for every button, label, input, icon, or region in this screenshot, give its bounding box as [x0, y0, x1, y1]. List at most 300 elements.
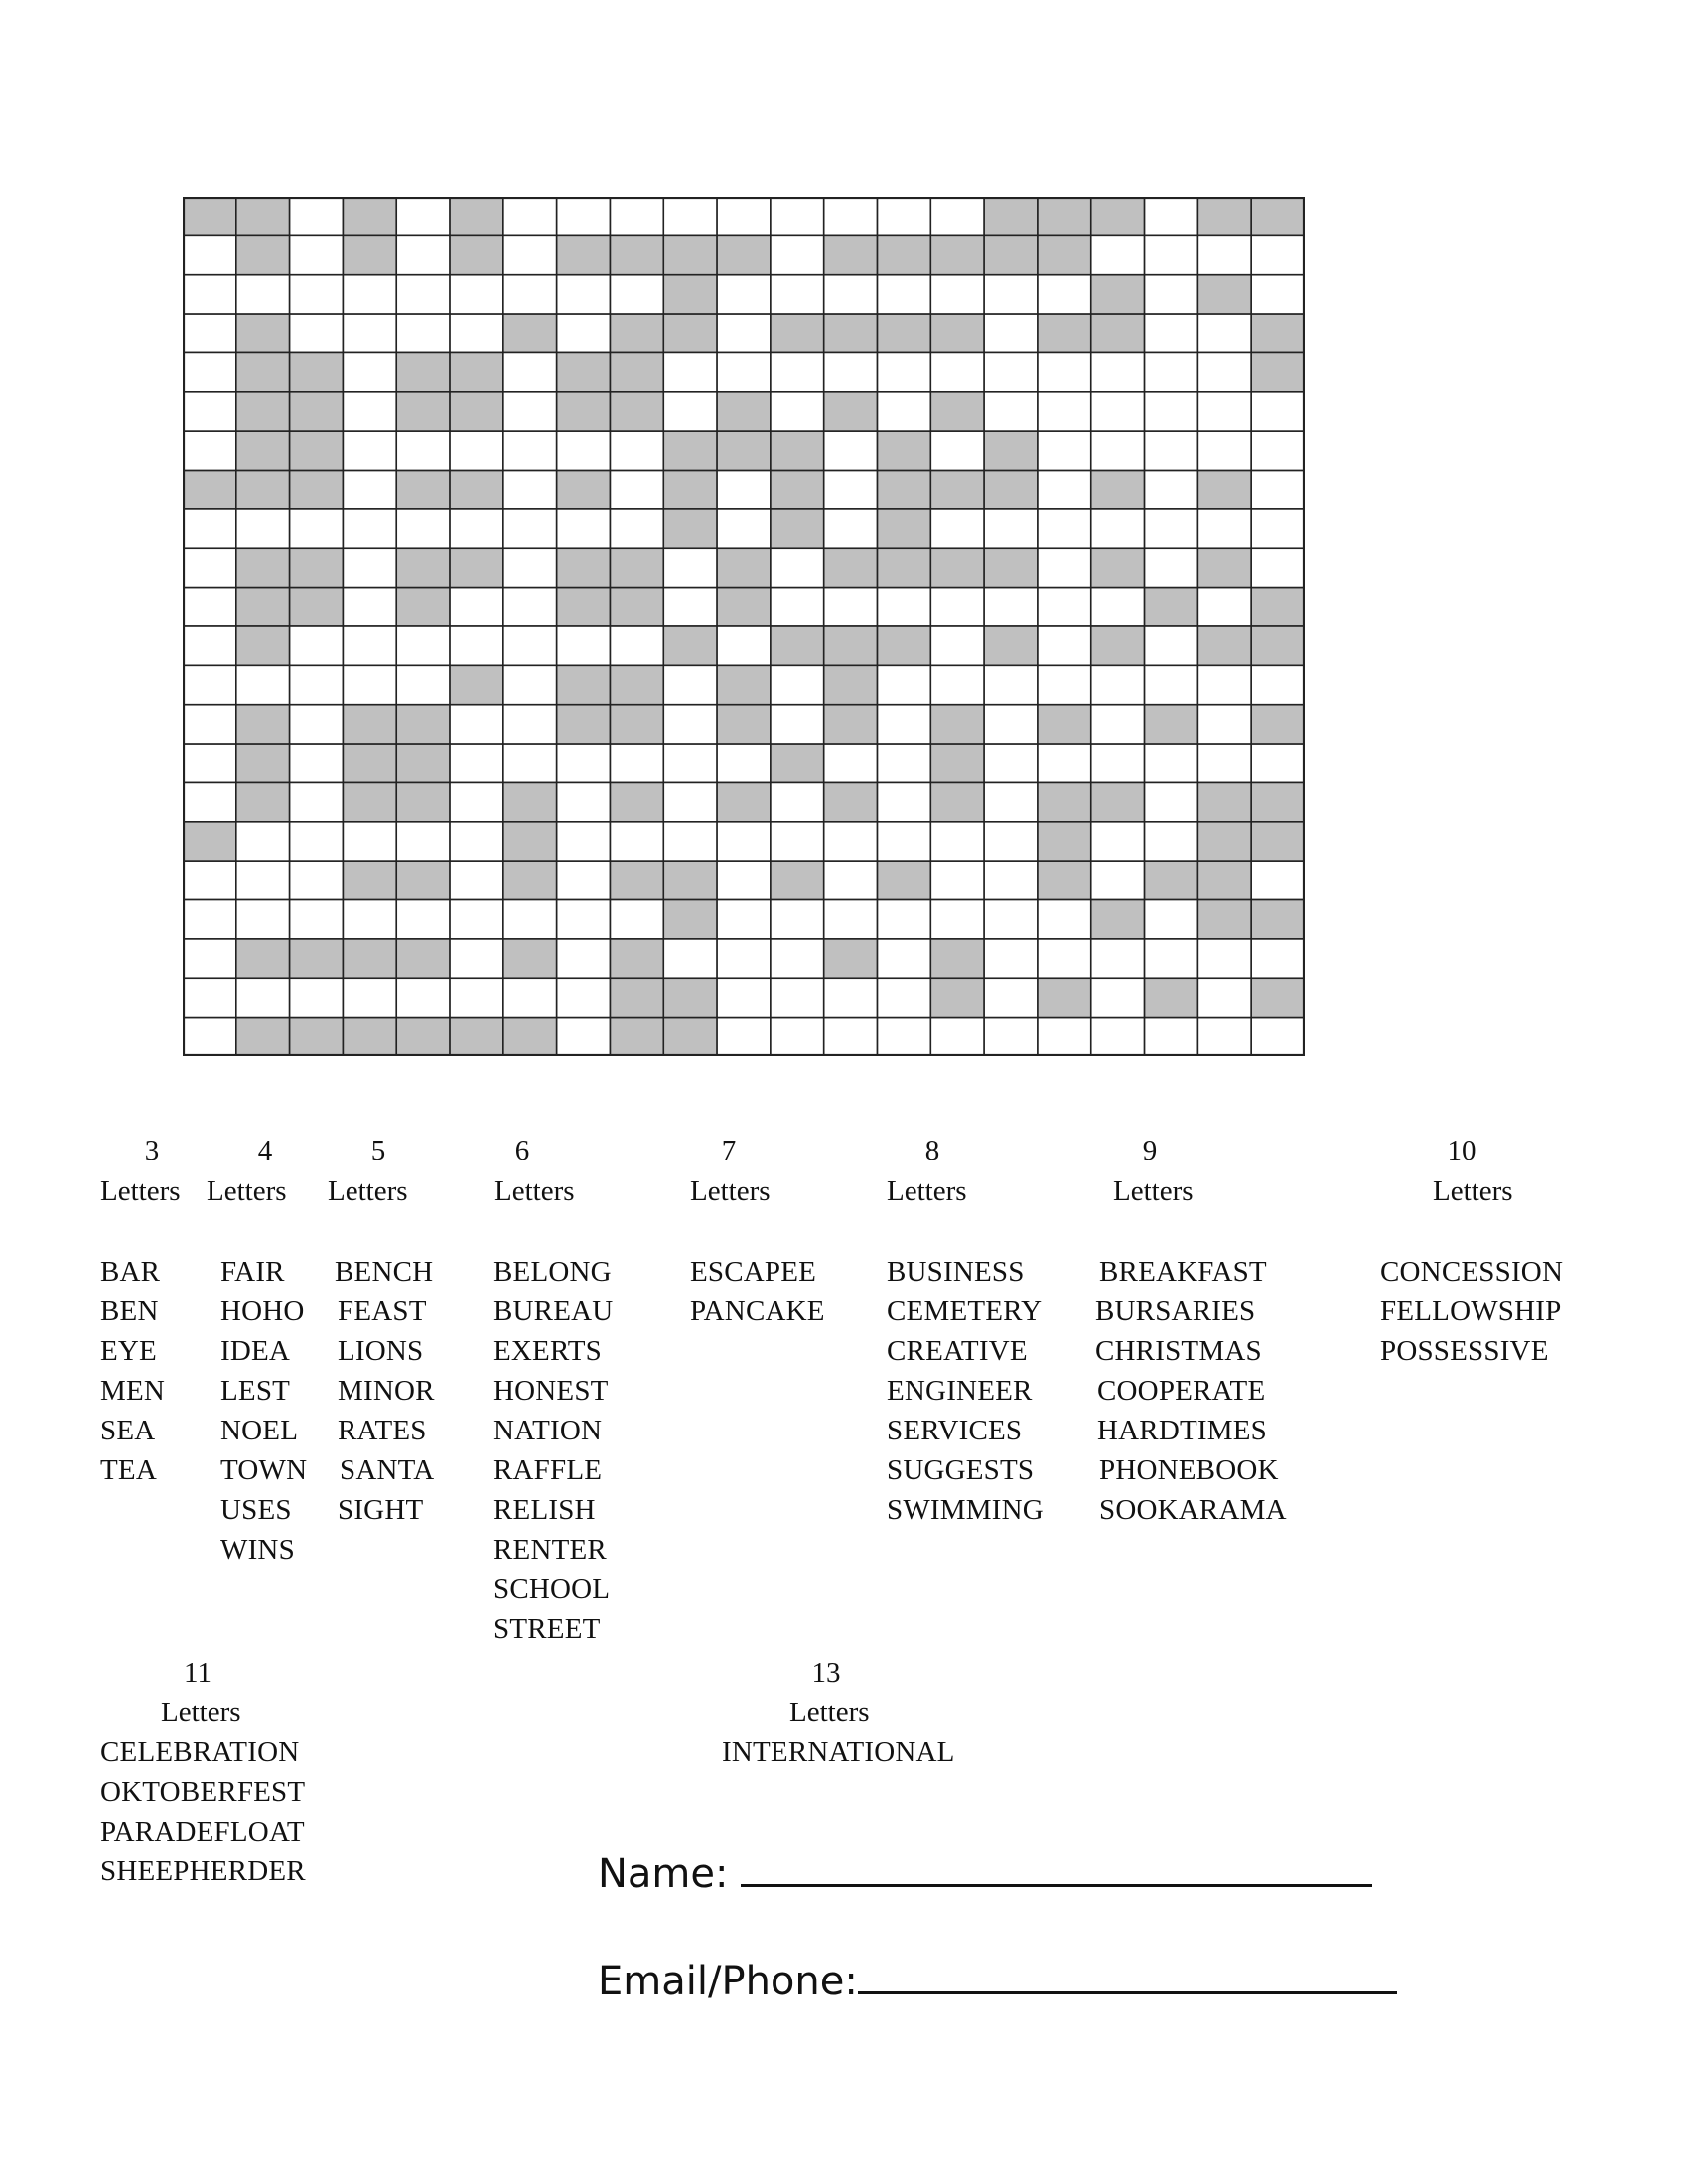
grid-cell-open[interactable] [930, 1018, 984, 1056]
grid-cell-open[interactable] [1145, 1018, 1198, 1056]
grid-cell-open[interactable] [450, 626, 503, 665]
grid-cell-open[interactable] [557, 900, 611, 939]
grid-cell-open[interactable] [183, 275, 236, 314]
grid-cell-open[interactable] [503, 900, 557, 939]
grid-cell-open[interactable] [1145, 822, 1198, 861]
grid-cell-open[interactable] [878, 1018, 931, 1056]
grid-cell-open[interactable] [183, 548, 236, 587]
grid-cell-open[interactable] [771, 939, 824, 978]
grid-cell-open[interactable] [1251, 392, 1305, 431]
grid-cell-shaded [824, 939, 878, 978]
grid-cell-open[interactable] [663, 352, 717, 391]
grid-cell-open[interactable] [290, 978, 344, 1017]
grid-cell-open[interactable] [1038, 548, 1091, 587]
grid-cell-open[interactable] [236, 822, 290, 861]
grid-cell-shaded [236, 235, 290, 274]
grid-cell-open[interactable] [878, 352, 931, 391]
grid-cell-open[interactable] [610, 197, 663, 235]
grid-cell-open[interactable] [183, 431, 236, 470]
grid-cell-open[interactable] [663, 197, 717, 235]
grid-cell-open[interactable] [1197, 978, 1251, 1017]
grid-cell-open[interactable] [343, 588, 396, 626]
grid-cell-open[interactable] [663, 392, 717, 431]
grid-cell-open[interactable] [771, 392, 824, 431]
grid-cell-open[interactable] [1038, 665, 1091, 704]
grid-cell-open[interactable] [1251, 471, 1305, 509]
grid-cell-open[interactable] [183, 939, 236, 978]
grid-cell-open[interactable] [1145, 744, 1198, 782]
grid-cell-open[interactable] [878, 197, 931, 235]
grid-cell-open[interactable] [450, 705, 503, 744]
grid-cell-open[interactable] [503, 705, 557, 744]
grid-cell-open[interactable] [1145, 352, 1198, 391]
grid-cell-open[interactable] [610, 822, 663, 861]
grid-cell-open[interactable] [771, 822, 824, 861]
grid-cell-open[interactable] [1091, 705, 1145, 744]
grid-cell-open[interactable] [824, 1018, 878, 1056]
grid-cell-open[interactable] [557, 744, 611, 782]
grid-cell-open[interactable] [878, 588, 931, 626]
grid-cell-shaded [343, 939, 396, 978]
grid-cell-open[interactable] [1251, 548, 1305, 587]
grid-cell-open[interactable] [930, 665, 984, 704]
grid-cell-shaded [1197, 197, 1251, 235]
grid-cell-open[interactable] [984, 352, 1038, 391]
grid-cell-open[interactable] [1197, 588, 1251, 626]
grid-cell-open[interactable] [183, 861, 236, 899]
grid-cell-open[interactable] [1197, 431, 1251, 470]
grid-cell-open[interactable] [984, 314, 1038, 352]
grid-cell-open[interactable] [1091, 235, 1145, 274]
grid-cell-open[interactable] [1251, 275, 1305, 314]
grid-cell-open[interactable] [663, 548, 717, 587]
grid-cell-open[interactable] [503, 235, 557, 274]
grid-cell-open[interactable] [771, 705, 824, 744]
grid-cell-open[interactable] [557, 626, 611, 665]
grid-cell-open[interactable] [1197, 939, 1251, 978]
grid-cell-open[interactable] [236, 509, 290, 548]
grid-cell-open[interactable] [1091, 431, 1145, 470]
grid-cell-open[interactable] [824, 900, 878, 939]
grid-cell-open[interactable] [183, 665, 236, 704]
grid-cell-open[interactable] [1145, 392, 1198, 431]
grid-cell-open[interactable] [450, 314, 503, 352]
grid-cell-open[interactable] [343, 431, 396, 470]
grid-cell-open[interactable] [930, 900, 984, 939]
grid-cell-open[interactable] [450, 509, 503, 548]
grid-cell-open[interactable] [557, 314, 611, 352]
grid-cell-open[interactable] [984, 509, 1038, 548]
grid-cell-shaded [610, 939, 663, 978]
grid-cell-open[interactable] [183, 314, 236, 352]
grid-cell-open[interactable] [930, 509, 984, 548]
grid-cell-open[interactable] [557, 822, 611, 861]
grid-cell-open[interactable] [878, 900, 931, 939]
grid-cell-open[interactable] [503, 431, 557, 470]
grid-cell-open[interactable] [1091, 978, 1145, 1017]
grid-cell-open[interactable] [503, 275, 557, 314]
grid-cell-open[interactable] [984, 275, 1038, 314]
grid-cell-open[interactable] [1038, 744, 1091, 782]
grid-cell-open[interactable] [771, 275, 824, 314]
grid-cell-open[interactable] [1145, 509, 1198, 548]
grid-cell-open[interactable] [984, 939, 1038, 978]
grid-cell-open[interactable] [717, 314, 771, 352]
grid-cell-open[interactable] [1145, 197, 1198, 235]
grid-cell-open[interactable] [290, 509, 344, 548]
grid-cell-open[interactable] [1038, 939, 1091, 978]
grid-cell-open[interactable] [610, 900, 663, 939]
grid-cell-open[interactable] [1251, 1018, 1305, 1056]
grid-cell-open[interactable] [878, 275, 931, 314]
grid-cell-open[interactable] [343, 314, 396, 352]
grid-cell-open[interactable] [343, 471, 396, 509]
grid-cell-open[interactable] [503, 392, 557, 431]
grid-cell-open[interactable] [503, 548, 557, 587]
grid-cell-open[interactable] [1145, 939, 1198, 978]
grid-cell-open[interactable] [1091, 744, 1145, 782]
grid-cell-open[interactable] [717, 978, 771, 1017]
grid-cell-open[interactable] [824, 509, 878, 548]
grid-cell-open[interactable] [930, 861, 984, 899]
grid-cell-open[interactable] [1197, 665, 1251, 704]
grid-cell-open[interactable] [183, 900, 236, 939]
grid-cell-open[interactable] [1145, 900, 1198, 939]
grid-cell-open[interactable] [824, 197, 878, 235]
grid-cell-open[interactable] [824, 588, 878, 626]
grid-cell-open[interactable] [930, 275, 984, 314]
grid-cell-open[interactable] [290, 861, 344, 899]
grid-cell-open[interactable] [503, 978, 557, 1017]
grid-cell-open[interactable] [450, 744, 503, 782]
grid-cell-open[interactable] [984, 705, 1038, 744]
grid-cell-open[interactable] [610, 431, 663, 470]
grid-cell-open[interactable] [717, 275, 771, 314]
grid-cell-open[interactable] [503, 352, 557, 391]
grid-cell-open[interactable] [236, 665, 290, 704]
grid-cell-open[interactable] [183, 744, 236, 782]
grid-cell-open[interactable] [1145, 314, 1198, 352]
grid-cell-open[interactable] [183, 978, 236, 1017]
grid-cell-open[interactable] [290, 822, 344, 861]
grid-cell-open[interactable] [1197, 509, 1251, 548]
grid-cell-open[interactable] [183, 588, 236, 626]
grid-cell-open[interactable] [824, 275, 878, 314]
grid-cell-open[interactable] [1251, 744, 1305, 782]
grid-cell-open[interactable] [771, 900, 824, 939]
grid-cell-open[interactable] [717, 352, 771, 391]
grid-cell-open[interactable] [984, 978, 1038, 1017]
grid-cell-open[interactable] [771, 548, 824, 587]
grid-cell-open[interactable] [610, 626, 663, 665]
grid-cell-open[interactable] [290, 665, 344, 704]
grid-cell-open[interactable] [663, 588, 717, 626]
grid-cell-shaded [1038, 705, 1091, 744]
grid-cell-open[interactable] [1038, 509, 1091, 548]
grid-cell-open[interactable] [717, 509, 771, 548]
grid-cell-open[interactable] [290, 900, 344, 939]
name-field[interactable] [598, 1848, 1372, 1897]
grid-cell-open[interactable] [1091, 1018, 1145, 1056]
grid-cell-open[interactable] [183, 392, 236, 431]
grid-cell-open[interactable] [343, 509, 396, 548]
grid-cell-open[interactable] [557, 197, 611, 235]
grid-cell-open[interactable] [663, 822, 717, 861]
grid-cell-open[interactable] [1145, 665, 1198, 704]
grid-cell-open[interactable] [396, 822, 450, 861]
grid-cell-open[interactable] [1197, 392, 1251, 431]
grid-cell-open[interactable] [717, 744, 771, 782]
grid-cell-open[interactable] [1091, 822, 1145, 861]
email-phone-field[interactable] [598, 1956, 1397, 2004]
grid-cell-open[interactable] [610, 275, 663, 314]
grid-cell-shaded [557, 392, 611, 431]
grid-cell-open[interactable] [1091, 509, 1145, 548]
grid-cell-open[interactable] [396, 431, 450, 470]
grid-cell-open[interactable] [771, 1018, 824, 1056]
grid-cell-open[interactable] [1251, 939, 1305, 978]
grid-cell-open[interactable] [557, 431, 611, 470]
grid-cell-open[interactable] [290, 744, 344, 782]
grid-cell-open[interactable] [396, 900, 450, 939]
grid-cell-open[interactable] [717, 471, 771, 509]
grid-cell-open[interactable] [396, 275, 450, 314]
grid-cell-open[interactable] [771, 352, 824, 391]
grid-cell-shaded [396, 471, 450, 509]
grid-cell-open[interactable] [396, 509, 450, 548]
grid-cell-open[interactable] [343, 392, 396, 431]
grid-cell-open[interactable] [1038, 392, 1091, 431]
grid-cell-open[interactable] [503, 197, 557, 235]
grid-cell-open[interactable] [1145, 626, 1198, 665]
grid-cell-open[interactable] [1091, 665, 1145, 704]
grid-cell-open[interactable] [610, 744, 663, 782]
grid-cell-open[interactable] [663, 665, 717, 704]
grid-cell-open[interactable] [878, 705, 931, 744]
grid-cell-open[interactable] [450, 782, 503, 821]
grid-cell-open[interactable] [824, 978, 878, 1017]
grid-cell-open[interactable] [1197, 352, 1251, 391]
grid-cell-open[interactable] [717, 939, 771, 978]
grid-cell-open[interactable] [878, 392, 931, 431]
grid-cell-open[interactable] [503, 509, 557, 548]
grid-cell-open[interactable] [717, 861, 771, 899]
grid-cell-open[interactable] [557, 861, 611, 899]
grid-cell-open[interactable] [557, 509, 611, 548]
grid-cell-open[interactable] [450, 978, 503, 1017]
grid-cell-open[interactable] [878, 744, 931, 782]
grid-cell-open[interactable] [1091, 939, 1145, 978]
grid-cell-open[interactable] [290, 197, 344, 235]
email-phone-blank-line[interactable] [858, 1956, 1397, 1994]
grid-cell-open[interactable] [396, 665, 450, 704]
grid-cell-open[interactable] [450, 822, 503, 861]
grid-cell-open[interactable] [1145, 235, 1198, 274]
grid-cell-open[interactable] [557, 782, 611, 821]
grid-cell-open[interactable] [183, 705, 236, 744]
grid-cell-open[interactable] [343, 352, 396, 391]
grid-cell-open[interactable] [236, 900, 290, 939]
grid-cell-open[interactable] [771, 197, 824, 235]
grid-cell-open[interactable] [183, 235, 236, 274]
grid-cell-open[interactable] [771, 665, 824, 704]
grid-cell-open[interactable] [771, 235, 824, 274]
grid-cell-open[interactable] [236, 978, 290, 1017]
grid-cell-open[interactable] [717, 1018, 771, 1056]
grid-cell-open[interactable] [290, 705, 344, 744]
grid-cell-open[interactable] [1251, 235, 1305, 274]
grid-cell-open[interactable] [824, 861, 878, 899]
grid-cell-open[interactable] [1251, 861, 1305, 899]
grid-cell-open[interactable] [984, 665, 1038, 704]
grid-cell-open[interactable] [557, 939, 611, 978]
grid-cell-open[interactable] [984, 900, 1038, 939]
grid-cell-open[interactable] [824, 471, 878, 509]
grid-cell-open[interactable] [1091, 392, 1145, 431]
grid-cell-open[interactable] [1145, 548, 1198, 587]
grid-cell-open[interactable] [610, 471, 663, 509]
grid-cell-open[interactable] [1091, 352, 1145, 391]
grid-cell-open[interactable] [396, 978, 450, 1017]
grid-cell-open[interactable] [1251, 431, 1305, 470]
grid-cell-open[interactable] [343, 822, 396, 861]
grid-cell-open[interactable] [450, 431, 503, 470]
grid-cell-open[interactable] [771, 588, 824, 626]
grid-cell-open[interactable] [396, 197, 450, 235]
grid-cell-open[interactable] [450, 939, 503, 978]
grid-cell-open[interactable] [236, 861, 290, 899]
grid-cell-shaded [610, 314, 663, 352]
grid-cell-open[interactable] [1197, 314, 1251, 352]
grid-cell-open[interactable] [824, 822, 878, 861]
grid-cell-open[interactable] [503, 626, 557, 665]
grid-cell-open[interactable] [557, 978, 611, 1017]
grid-cell-open[interactable] [1197, 744, 1251, 782]
grid-cell-open[interactable] [1197, 235, 1251, 274]
grid-cell-open[interactable] [984, 782, 1038, 821]
grid-cell-open[interactable] [1091, 588, 1145, 626]
grid-cell-open[interactable] [930, 822, 984, 861]
grid-cell-open[interactable] [984, 861, 1038, 899]
grid-cell-open[interactable] [343, 548, 396, 587]
grid-cell-open[interactable] [663, 939, 717, 978]
grid-cell-open[interactable] [183, 1018, 236, 1056]
grid-cell-open[interactable] [1251, 665, 1305, 704]
grid-cell-shaded [1145, 588, 1198, 626]
grid-cell-open[interactable] [771, 978, 824, 1017]
grid-cell-open[interactable] [290, 235, 344, 274]
grid-cell-open[interactable] [1145, 782, 1198, 821]
grid-cell-open[interactable] [1145, 275, 1198, 314]
grid-cell-open[interactable] [984, 392, 1038, 431]
grid-cell-open[interactable] [343, 626, 396, 665]
grid-cell-open[interactable] [717, 197, 771, 235]
grid-cell-open[interactable] [343, 275, 396, 314]
grid-cell-open[interactable] [1251, 509, 1305, 548]
grid-cell-open[interactable] [984, 744, 1038, 782]
grid-cell-open[interactable] [183, 509, 236, 548]
grid-cell-open[interactable] [930, 431, 984, 470]
grid-cell-open[interactable] [930, 626, 984, 665]
grid-cell-open[interactable] [824, 431, 878, 470]
grid-cell-open[interactable] [450, 588, 503, 626]
grid-cell-open[interactable] [610, 509, 663, 548]
word-item: RELISH [493, 1494, 596, 1526]
grid-cell-open[interactable] [503, 471, 557, 509]
grid-cell-open[interactable] [557, 1018, 611, 1056]
grid-cell-open[interactable] [1038, 1018, 1091, 1056]
grid-cell-open[interactable] [503, 744, 557, 782]
grid-cell-open[interactable] [1038, 352, 1091, 391]
grid-cell-open[interactable] [878, 822, 931, 861]
grid-cell-open[interactable] [984, 822, 1038, 861]
grid-cell-open[interactable] [503, 665, 557, 704]
grid-cell-shaded [1038, 314, 1091, 352]
grid-cell-open[interactable] [663, 705, 717, 744]
grid-cell-open[interactable] [1038, 275, 1091, 314]
grid-cell-open[interactable] [343, 978, 396, 1017]
grid-cell-open[interactable] [396, 314, 450, 352]
name-blank-line[interactable] [741, 1848, 1372, 1887]
grid-cell-open[interactable] [663, 782, 717, 821]
grid-cell-open[interactable] [450, 275, 503, 314]
grid-cell-open[interactable] [878, 978, 931, 1017]
grid-cell-open[interactable] [984, 1018, 1038, 1056]
grid-cell-open[interactable] [236, 275, 290, 314]
grid-cell-open[interactable] [824, 352, 878, 391]
grid-cell-open[interactable] [290, 314, 344, 352]
grid-cell-open[interactable] [1091, 861, 1145, 899]
grid-cell-open[interactable] [930, 588, 984, 626]
grid-cell-open[interactable] [717, 900, 771, 939]
grid-cell-open[interactable] [1038, 900, 1091, 939]
grid-cell-open[interactable] [290, 782, 344, 821]
grid-cell-open[interactable] [1197, 1018, 1251, 1056]
grid-cell-open[interactable] [396, 235, 450, 274]
grid-cell-open[interactable] [771, 782, 824, 821]
grid-cell-open[interactable] [183, 626, 236, 665]
grid-cell-open[interactable] [717, 822, 771, 861]
grid-cell-open[interactable] [1145, 471, 1198, 509]
grid-cell-open[interactable] [984, 588, 1038, 626]
grid-cell-open[interactable] [1197, 705, 1251, 744]
grid-cell-open[interactable] [450, 900, 503, 939]
grid-cell-open[interactable] [1038, 471, 1091, 509]
grid-cell-open[interactable] [1145, 431, 1198, 470]
grid-cell-open[interactable] [290, 275, 344, 314]
grid-cell-open[interactable] [1038, 431, 1091, 470]
grid-cell-open[interactable] [450, 861, 503, 899]
grid-cell-open[interactable] [824, 744, 878, 782]
grid-cell-open[interactable] [717, 626, 771, 665]
grid-cell-open[interactable] [290, 626, 344, 665]
grid-cell-open[interactable] [557, 275, 611, 314]
grid-cell-open[interactable] [183, 352, 236, 391]
grid-cell-open[interactable] [663, 744, 717, 782]
grid-cell-open[interactable] [183, 782, 236, 821]
grid-cell-open[interactable] [343, 665, 396, 704]
grid-cell-open[interactable] [396, 626, 450, 665]
grid-cell-open[interactable] [930, 352, 984, 391]
grid-cell-open[interactable] [878, 939, 931, 978]
grid-cell-open[interactable] [1038, 588, 1091, 626]
grid-cell-open[interactable] [878, 665, 931, 704]
grid-cell-open[interactable] [503, 588, 557, 626]
grid-cell-open[interactable] [878, 782, 931, 821]
grid-cell-open[interactable] [343, 900, 396, 939]
grid-cell-open[interactable] [930, 197, 984, 235]
grid-cell-open[interactable] [1038, 626, 1091, 665]
